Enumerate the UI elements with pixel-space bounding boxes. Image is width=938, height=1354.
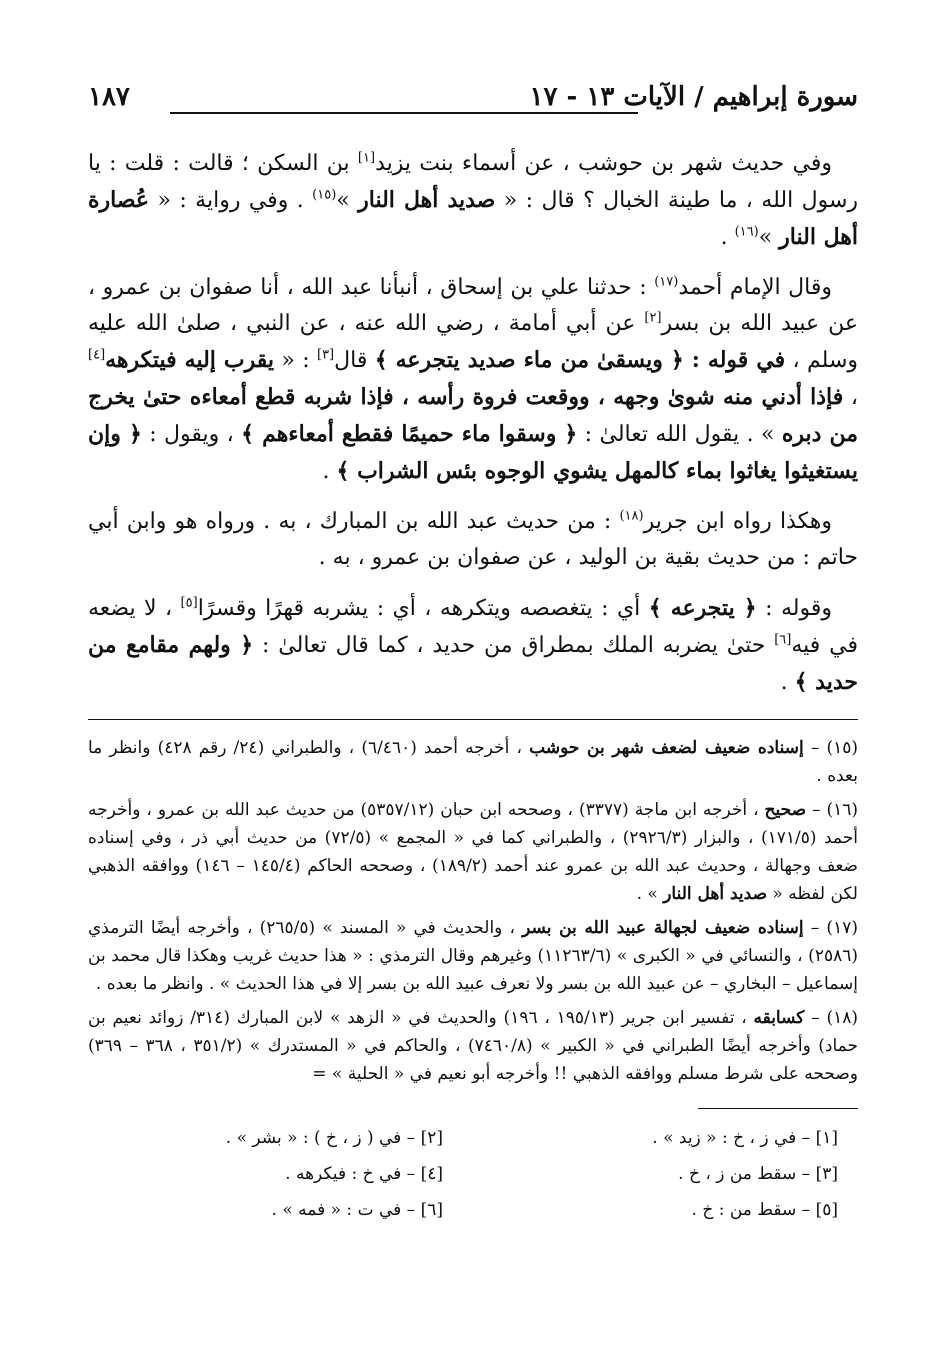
- paragraph-4: [88, 590, 858, 701]
- text: حتىٰ يضربه الملك بمطراق من حديد ، كما قال تعالىٰ :: [253, 633, 775, 658]
- footnote-grade: إسناده ضعيف لجهالة عبيد الله بن بسر: [522, 918, 804, 938]
- text: وقال الإمام أحمد: [678, 275, 832, 300]
- footnote-text: ، تفسير ابن جرير (١٩٥/١٣ ، ١٩٦) والحديث في « الزهد » لابن المبارك (٣١٤/ زوائد نعيم بن حماد) وأخرجه أيضًا الطبراني في « الكبير » (٧٤٦٠/٨) ، والحاكم في « المستدرك » (٣٥١/٢ ، ٣٦٨ – ٣٦٩) وصححه على شرط مسلم ووافقه الذهبي !! وأخرجه أبو نعيم في « الحلية » =: [88, 1008, 858, 1084]
- bold-text: ﴿ يتجرعه ﴾: [648, 595, 757, 621]
- surah-title: سورة إبراهيم / الآيات ١٣ - ١٧: [529, 82, 858, 112]
- footnote-number: (١٧) –: [803, 918, 858, 938]
- footnote-ref: (١٥): [312, 187, 337, 203]
- footnote-grade: إسناده ضعيف لضعف شهر بن حوشب: [529, 738, 804, 758]
- page-number: ١٨٧: [88, 82, 130, 112]
- variant-note: [٥] – سقط من : خ .: [691, 1200, 838, 1220]
- footnotes: [88, 734, 858, 1088]
- bold-text: عُصارة أهل النار: [88, 187, 858, 250]
- bold-text: ﴿ ولهم مقامع من حديد ﴾: [88, 632, 858, 695]
- bold-text: ﴿ وإن يستغيثوا يغاثوا بماء كالمهل يشوي الوجوه بئس الشراب ﴾: [88, 421, 858, 484]
- text: . وفي رواية : «: [149, 188, 313, 213]
- footnote-grade: صحيح: [764, 800, 807, 820]
- text: وقوله :: [756, 596, 832, 621]
- paragraph-2: [88, 270, 858, 490]
- footnote-17: [88, 914, 858, 998]
- footnote-number: (١٨) –: [804, 1008, 858, 1028]
- variant-ref: [٣]: [316, 347, 335, 363]
- footnote-ref: (١٧): [654, 274, 679, 290]
- footnote-text: ، أخرجه أحمد (٦/٤٦٠) ، والطبراني (٢٤/ رقم ٤٢٨) وانظر ما بعده .: [88, 738, 858, 786]
- bold-text: فإذا أدني منه شوىٰ وجهه ، ووقعت فروة رأسه ، فإذا شربه قطع أمعاءه حتىٰ يخرج من دبره: [88, 384, 858, 447]
- text: ،: [843, 385, 858, 410]
- text: : «: [274, 348, 317, 373]
- footnote-grade: كسابقه: [753, 1008, 805, 1028]
- text: بن السكن ؛ قالت : قلت : يا رسول الله ، ما طينة الخبال ؟ قال : «: [88, 151, 859, 213]
- variant-note: [٣] – سقط من ز ، خ .: [678, 1164, 838, 1184]
- variants-divider: [698, 1108, 858, 1109]
- variant-ref: [٦]: [774, 632, 792, 648]
- text: ، لا يضعه في فيه: [88, 596, 858, 658]
- text: .: [720, 225, 735, 250]
- footnote-ref: (١٨): [619, 508, 644, 524]
- paragraph-3: [88, 504, 858, 576]
- bold-text: يقرب إليه فيتكرهه: [105, 347, 275, 373]
- text: : من حديث عبد الله بن المبارك ، به . ورواه هو وابن أبي حاتم : من حديث بقية بن الوليد ، عن صفوان بن عمرو ، به .: [88, 509, 858, 570]
- text: وفي حديث شهر بن حوشب ، عن أسماء بنت يزيد: [375, 151, 832, 176]
- page-header: [88, 82, 858, 124]
- text: »: [336, 188, 359, 213]
- footnote-15: [88, 734, 858, 790]
- footnotes-divider: [88, 719, 858, 720]
- text: .: [322, 459, 337, 484]
- text: عن أبي أمامة ، رضي الله عنه ، عن النبي ، صلىٰ الله عليه وسلم ،: [88, 311, 859, 373]
- footnote-text: ، والحديث في « المسند » (٢٦٥/٥) ، وأخرجه أيضًا الترمذي (٢٥٨٦) ، والنسائي في « الكبرى » (١١٢٦٣/٦) وغيرهم وقال الترمذي : « هذا حديث غريب وهكذا قال محمد بن إسماعيل – البخاري – عن عبيد الله بن بسر ولا نعرف عبيد الله بن بسر إلا في هذا الحديث » . وانظر ما بعده .: [88, 918, 858, 994]
- footnote-number: (١٦) –: [806, 800, 858, 820]
- bold-text: صديد أهل النار: [358, 187, 496, 213]
- text: وهكذا رواه ابن جرير: [643, 509, 832, 534]
- text: ، ويقول :: [141, 422, 242, 447]
- variant-ref: [٤]: [88, 347, 106, 363]
- variant-ref: [٢]: [644, 310, 662, 326]
- text: .: [780, 670, 795, 695]
- text: »: [758, 225, 780, 250]
- text: قال: [334, 348, 375, 373]
- footnote-ref: (١٦): [734, 224, 759, 240]
- variant-ref: [٥]: [180, 595, 198, 611]
- variant-ref: [١]: [357, 150, 376, 166]
- variant-note: [٦] – في ت : « فمه » .: [271, 1200, 443, 1220]
- text: » . يقول الله تعالىٰ :: [577, 422, 782, 447]
- manuscript-variants: [88, 1125, 858, 1223]
- text: أي : يتغصصه ويتكرهه ، أي : يشربه قهرًا وقسرًا: [197, 596, 649, 621]
- bold-text: في قوله : ﴿ ويسقىٰ من ماء صديد يتجرعه ﴾: [374, 347, 786, 373]
- header-rule: [170, 112, 638, 114]
- paragraph-1: [88, 146, 858, 256]
- footnote-18: [88, 1004, 858, 1088]
- footnote-number: (١٥) –: [803, 738, 859, 758]
- footnote-text: » .: [636, 884, 664, 904]
- footnote-16: [88, 796, 858, 908]
- main-text: [88, 146, 858, 701]
- bold-text: ﴿ وسقوا ماء حميمًا فقطع أمعاءهم ﴾: [241, 421, 578, 447]
- footnote-text: ، أخرجه ابن ماجة (٣٣٧٧) ، وصححه ابن حبان (٥٣٥٧/١٢) من حديث عبد الله بن عمرو ، وأخرجه أحمد (١٧١/٥) ، والبزار (٢٩٢٦/٣) ، والطبراني كما في « المجمع » (٧٢/٥) من حديث أبي ذر ، وفي إسناده ضعف وجهالة ، وحديث عبد الله بن عمرو عند أحمد (١٨٩/٢) ، وصححه الحاكم (١٤٥/٤ – ١٤٦) ووافقه الذهبي لكن لفظه «: [88, 800, 858, 904]
- book-page: [88, 82, 858, 1322]
- footnote-bold-text: صديد أهل النار: [663, 884, 768, 904]
- variant-note: [١] – في ز ، خ : « زيد » .: [652, 1128, 838, 1148]
- variant-note: [٢] – في ( ز ، خ ) : « بشر » .: [225, 1128, 443, 1148]
- variant-note: [٤] – في خ : فيكرهه .: [285, 1164, 443, 1184]
- text: : حدثنا علي بن إسحاق ، أنبأنا عبد الله ، أنا صفوان بن عمرو ، عن عبيد الله بن بسر: [88, 275, 858, 336]
